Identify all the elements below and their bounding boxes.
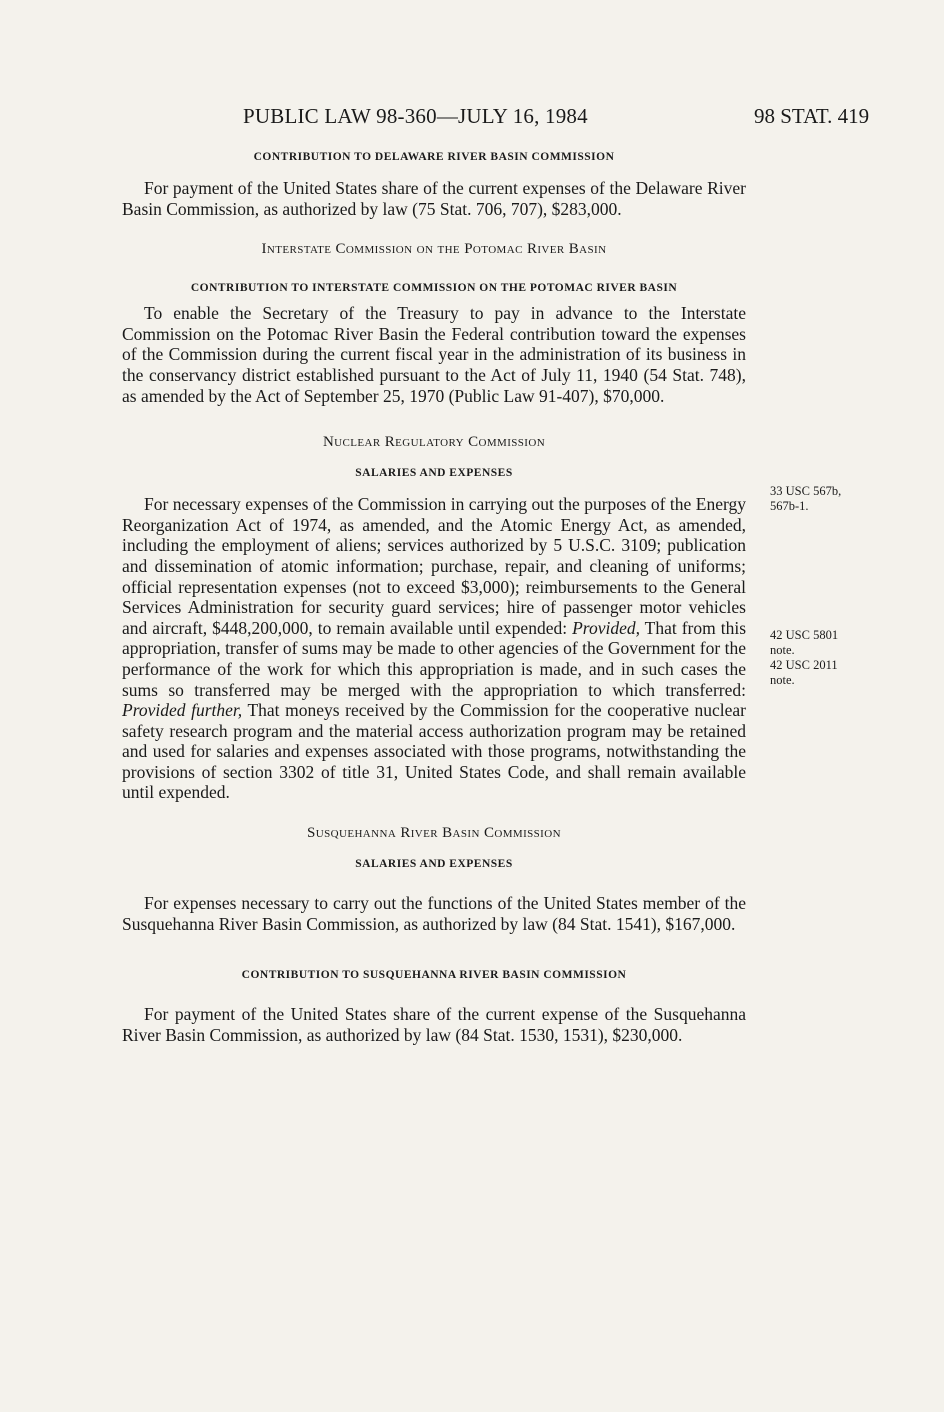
page-header-stat: 98 STAT. 419 [754, 104, 870, 128]
delaware-paragraph: For payment of the United States share of the current expenses of the Delaware River Basin Commission, as authorized by law (75 Stat. 706, 707), $283,000. [122, 178, 746, 219]
margin-note-line: note. [770, 673, 795, 687]
nuclear-text-part1: For necessary expenses of the Commission in carrying out the purposes of the Energy Reorganization Act of 1974, as amended, and the Atomic Energy Act, as amended, including the employment of aliens; services authorized by 5 U.S.C. 3109; publication and dissemination of atomic information; purchase, repair, and cleaning of uniforms; official representation expenses (not to exceed $3,000); reimbursements to the General Services Administration for security guard services; hire of passenger motor vehicles and aircraft, $448,200,000, to remain available until expended: [122, 494, 746, 638]
provided-clause: Provided, [572, 617, 640, 638]
provided-further-clause: Provided further, [122, 700, 243, 721]
nuclear-paragraph [122, 494, 746, 803]
nuclear-heading: SALARIES AND EXPENSES [355, 467, 513, 480]
margin-note-line: 567b-1. [770, 499, 809, 513]
margin-note-line: 42 USC 5801 [770, 628, 839, 642]
potomac-agency-heading: Interstate Commission on the Potomac River Basin [261, 241, 607, 258]
susquehanna-contribution-heading: CONTRIBUTION TO SUSQUEHANNA RIVER BASIN COMMISSION [241, 969, 627, 982]
margin-note-potomac [770, 484, 880, 514]
susquehanna-paragraph: For expenses necessary to carry out the functions of the United States member of the Susquehanna River Basin Commission, as authorized by law (84 Stat. 1541), $167,000. [122, 893, 746, 934]
page-header-title: PUBLIC LAW 98-360—JULY 16, 1984 [243, 104, 588, 128]
delaware-heading: CONTRIBUTION TO DELAWARE RIVER BASIN COMMISSION [253, 151, 615, 163]
susquehanna-agency-heading: Susquehanna River Basin Commission [307, 825, 561, 842]
susquehanna-heading: SALARIES AND EXPENSES [355, 858, 513, 871]
potomac-paragraph: To enable the Secretary of the Treasury to pay in advance to the Interstate Commission on the Potomac River Basin the Federal contribution toward the expenses of the Commission during the current fiscal year in the administration of its business in the conservancy district established pursuant to the Act of July 11, 1940 (54 Stat. 748), as amended by the Act of September 25, 1970 (Public Law 91-407), $70,000. [122, 303, 746, 406]
margin-note-nuclear [770, 628, 880, 688]
margin-note-line: 33 USC 567b, [770, 484, 842, 498]
margin-note-line: 42 USC 2011 [770, 658, 838, 672]
nuclear-text-part3: That moneys received by the Commission for the cooperative nuclear safety research program and the material access authorization program may be retained and used for salaries and expenses associated with those programs, notwithstanding the provisions of section 3302 of title 31, United States Code, and shall remain available until expended. [122, 700, 746, 803]
nuclear-agency-heading: Nuclear Regulatory Commission [322, 434, 546, 451]
margin-note-line: note. [770, 643, 795, 657]
susquehanna-contribution-paragraph: For payment of the United States share of the current expense of the Susquehanna River Basin Commission, as authorized by law (84 Stat. 1530, 1531), $230,000. [122, 1004, 746, 1045]
nuclear-text-part2: That from this appropriation, transfer of sums may be made to other agencies of the Government for the performance of the work for which this appropriation is made, and in such cases the sums so transferred may be merged with the appropriation to which transferred: [122, 617, 747, 700]
potomac-heading: CONTRIBUTION TO INTERSTATE COMMISSION ON THE POTOMAC RIVER BASIN [190, 282, 678, 295]
body-column [122, 148, 746, 1045]
